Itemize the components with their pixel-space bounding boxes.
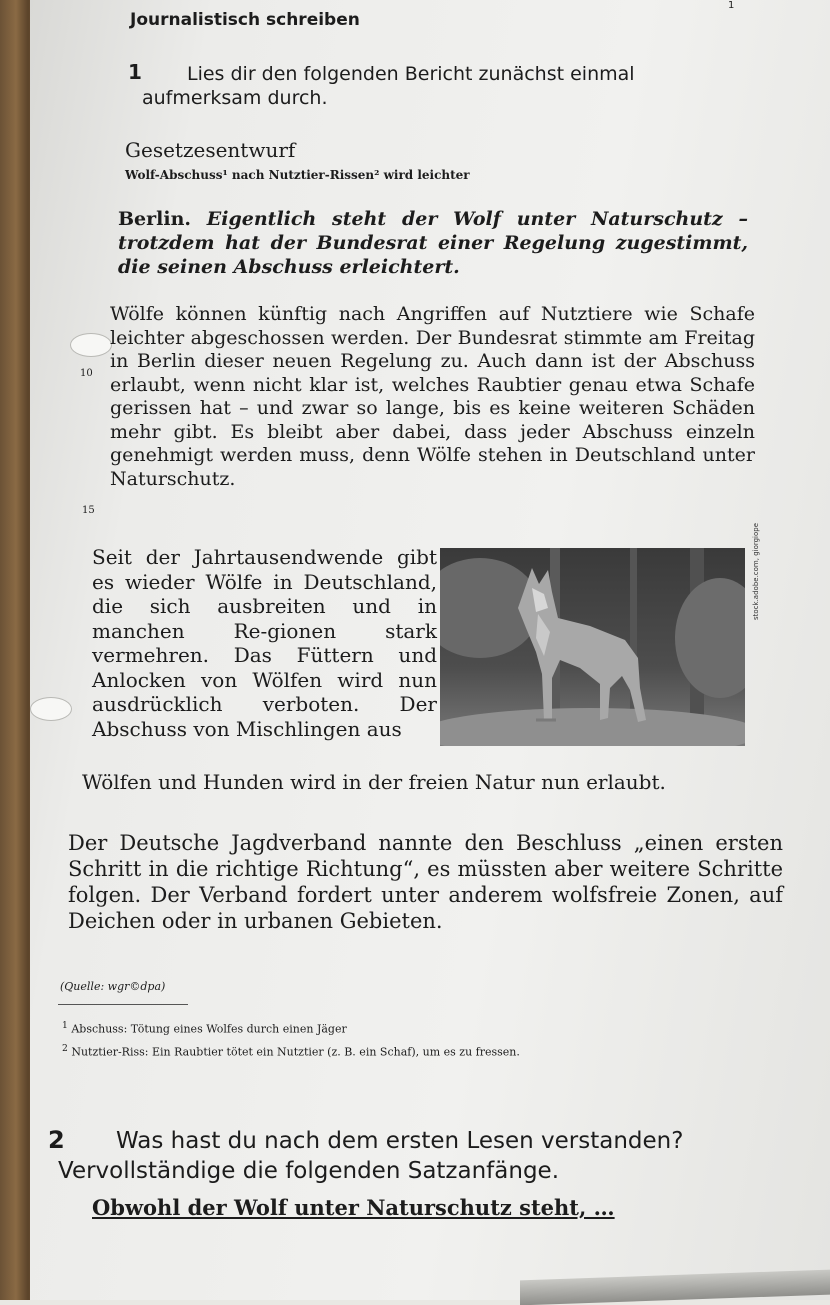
article-title: Gesetzesentwurf: [125, 138, 296, 162]
page-number: 1: [728, 0, 735, 11]
footnote-2-mark: 2: [62, 1043, 68, 1054]
wolf-photo: [440, 548, 745, 746]
image-credit: stock.adobe.com, giorgiope: [752, 522, 760, 620]
task1-instruction: Lies dir den folgenden Bericht zunächst einmal aufmerksam durch.: [142, 63, 635, 109]
line-number-10: 10: [80, 368, 93, 379]
punch-hole: [30, 697, 72, 721]
punch-hole: [70, 333, 112, 357]
task2-number: 2: [48, 1126, 65, 1154]
footnote-1: [62, 1020, 347, 1036]
article-paragraph-3: Der Deutsche Jagdverband nannte den Beschluss „einen ersten Schritt in die richtige Richtung“, es müssten aber weitere Schritte folgen. Der Verband fordert unter anderem wolfsfreie Zonen, auf Deichen oder in urbanen Gebieten.: [68, 831, 783, 933]
lead-text: Eigentlich steht der Wolf unter Naturschutz – trotzdem hat der Bundesrat einer Regelung zugestimmt, die seinen Abschuss erleichtert.: [118, 208, 748, 278]
footnote-2: [62, 1043, 520, 1059]
footnote-divider: [58, 1004, 188, 1005]
article-paragraph-1: Wölfe können künftig nach Angriffen auf Nutztiere wie Schafe leichter abgeschossen werden. Der Bundesrat stimmte am Freitag in Berlin dieser neuen Regelung zu. Auch dann ist der Abschuss erlaubt, wenn nicht klar ist, welches Raubtier genau etwa Schafe gerissen hat – und zwar so lange, bis es keine weiteren Schäden mehr gibt. Es bleibt aber dabei, dass jeder Abschuss einzeln genehmigt werden muss, denn Wölfe stehen in Deutschland unter Naturschutz.: [110, 303, 755, 490]
line-number-15: 15: [82, 505, 95, 516]
task2-answer-line[interactable]: Obwohl der Wolf unter Naturschutz steht, …: [92, 1195, 615, 1220]
article-paragraph-2: Seit der Jahrtausendwende gibt es wieder Wölfe in Deutschland, die sich ausbreiten und in manchen Re-gionen stark vermehren. Das Füttern und Anlocken von Wölfen wird nun ausdrücklich verboten. Der Abschuss von Mischlingen aus: [92, 545, 437, 741]
footnote-1-mark: 1: [62, 1020, 68, 1031]
article-source: (Quelle: wgr©dpa): [60, 980, 166, 993]
article-lead: [118, 207, 748, 279]
article-paragraph-2-end: Wölfen und Hunden wird in der freien Natur nun erlaubt.: [82, 770, 666, 794]
task1-number: 1: [128, 60, 142, 84]
footnote-1-text: Abschuss: Tötung eines Wolfes durch einen Jäger: [71, 1022, 347, 1036]
lead-place: Berlin.: [118, 208, 192, 230]
article-subtitle: Wolf-Abschuss¹ nach Nutztier-Rissen² wird leichter: [125, 168, 470, 182]
worksheet-header-title: Journalistisch schreiben: [130, 10, 360, 30]
task2-instruction: Was hast du nach dem ersten Lesen verstanden? Vervollständige die folgenden Satzanfänge.: [58, 1128, 684, 1184]
footnote-2-text: Nutztier-Riss: Ein Raubtier tötet ein Nutztier (z. B. ein Schaf), um es zu fressen.: [71, 1045, 520, 1059]
